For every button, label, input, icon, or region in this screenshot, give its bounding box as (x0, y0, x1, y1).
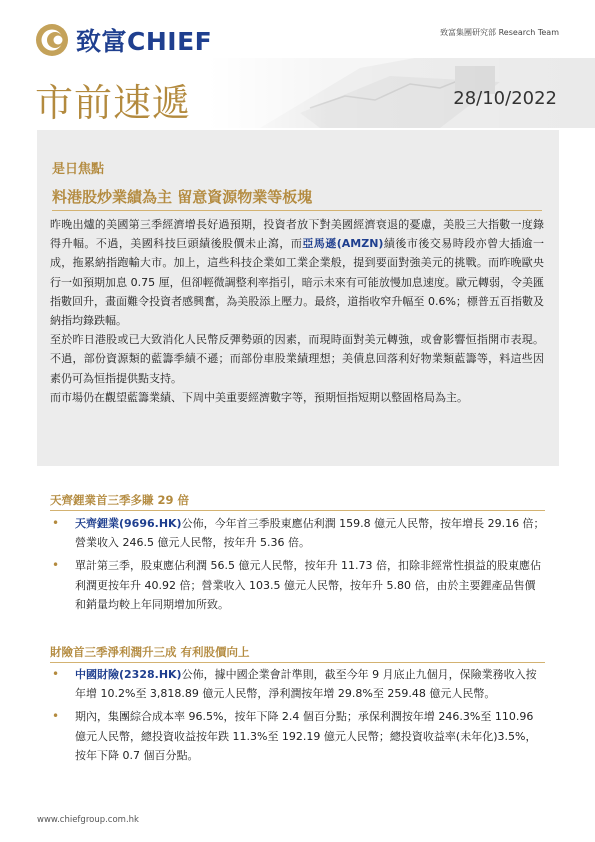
picc-link[interactable]: 中國財險(2328.HK) (75, 668, 182, 681)
bullet-icon: • (52, 516, 60, 530)
list-item-text: 期內，集團綜合成本率 96.5%，按年下降 2.4 個百分點；承保利潤按年增 246.3%至 110.96 億元人民幣，總投資收益按年跌 11.3%至 192.19 億元人民幣；總投資收益率(未年化)3.5%，按年下降 0.7 個百分點。 (75, 710, 537, 762)
section-1-title: 天齊鋰業首三季多賺 29 倍 (50, 493, 190, 507)
report-date: 28/10/2022 (453, 88, 557, 109)
focus-paragraph-1-text-a: 昨晚出爐的美國第三季經濟增長好過預期，投資者放下對美國經濟衰退的憂慮，美股三大指數一度錄得升幅。不過，美國科技巨頭績後股價未止瀉，而 (50, 218, 544, 251)
list-item-text: 單計第三季，股東應佔利潤 56.5 億元人民幣，按年升 11.73 倍，扣除非經常性損益的股東應佔利潤更按年升 40.92 倍；營業收入 103.5 億元人民幣，按年升 5.80 倍，由於主要鋰產品售價和銷量均較上年同期增加所致。 (75, 559, 541, 611)
list-item-text: 公佈，今年首三季股東應佔利潤 159.8 億元人民幣，按年增長 29.16 倍；營業收入 246.5 億元人民幣，按年升 5.36 倍。 (75, 517, 545, 550)
chief-logo-icon (34, 22, 70, 58)
section-2-bullets (50, 665, 546, 769)
focus-paragraph-1-text-b: 績後市後交易時段亦曾大插逾一成，拖累納指跑輸大市。加上，這些科技企業如工業企業般，提到要面對強美元的挑戰。而昨晚歐央行一如預期加息 0.75 厘，但卻輕微調整利率指引，暗示未來有可能放慢加息速度。歐元轉弱，令美匯指數回升，畫面難令投資者感興奮，為美股添上壓力。最終，道指收窄升幅至 0.6%；標普五百指數及納指均錄跌幅。 (50, 237, 545, 328)
list-item (50, 707, 546, 765)
focus-paragraph-1 (50, 215, 544, 330)
focus-divider (52, 210, 542, 211)
bullet-icon: • (52, 667, 60, 681)
research-team-label: 致富集團研究部 Research Team (440, 28, 559, 37)
bullet-icon: • (52, 709, 60, 724)
list-item (50, 665, 546, 703)
report-title: 市前速遞 (35, 81, 192, 125)
list-item (50, 556, 546, 614)
section-2-divider (50, 662, 545, 663)
section-1-divider (50, 510, 545, 511)
brand-logo (34, 22, 212, 58)
list-item (50, 514, 546, 552)
amzn-link[interactable]: 亞馬遜(AMZN) (302, 237, 384, 251)
footer-website-link[interactable]: www.chiefgroup.com.hk (37, 815, 139, 825)
bullet-icon: • (52, 558, 60, 573)
section-2-title: 財險首三季淨利潤升三成 有利股價向上 (50, 645, 250, 659)
list-item-text: 公佈，據中國企業會計準則，截至今年 9 月底止九個月，保險業務收入按年增 10.2%至 3,818.89 億元人民幣，淨利潤按年增 29.8%至 259.48 億元人民幣。 (75, 668, 537, 701)
tianqi-lithium-link[interactable]: 天齊鋰業(9696.HK) (75, 517, 182, 530)
focus-headline: 料港股炒業績為主 留意資源物業等板塊 (52, 188, 313, 206)
focus-body (50, 215, 544, 407)
focus-paragraph-3: 而市場仍在觀望藍籌業績、下周中美重要經濟數字等，預期恒指短期以整固格局為主。 (50, 390, 468, 404)
focus-label: 是日焦點 (52, 162, 105, 177)
focus-paragraph-2: 至於昨日港股或已大致消化人民幣反彈勢頭的因素，而現時面對美元轉強，或會影響恒指開市表現。不過，部份資源類的藍籌季績不遜；而部份車股業績理想；美債息回落利好物業類藍籌等，料這些因素仍可為恒指提供點支持。 (50, 333, 544, 385)
brand-name: 致富CHIEF (76, 27, 213, 56)
section-1-bullets (50, 514, 546, 618)
